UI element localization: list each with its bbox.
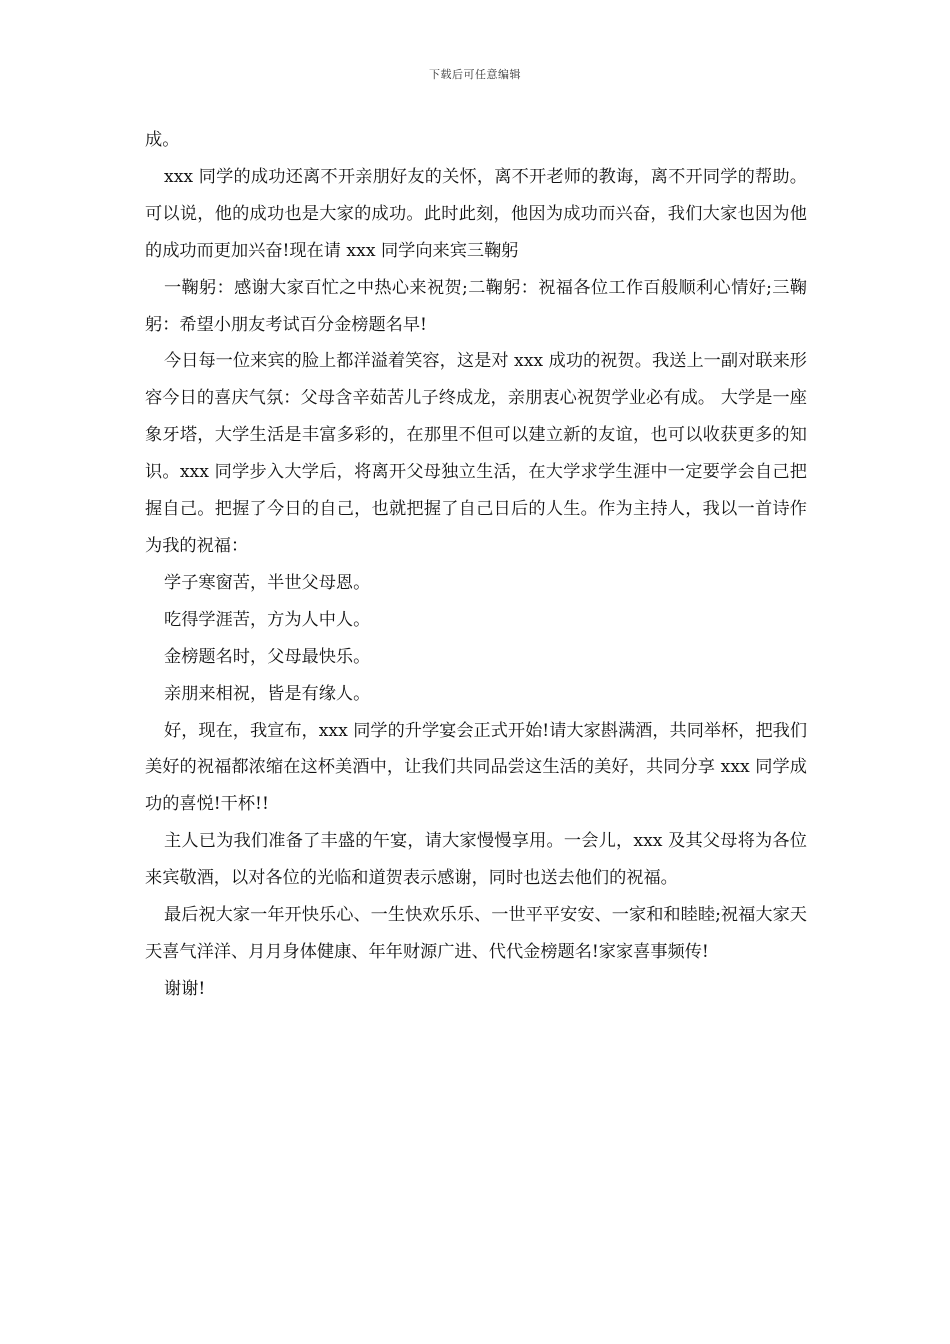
page-header: 下载后可任意编辑 xyxy=(429,68,521,81)
paragraph-11: 最后祝大家一年开快乐心、一生快欢乐乐、一世平平安安、一家和和睦睦;祝福大家天天喜气洋洋、月月身体健康、年年财源广进、代代金榜题名!家家喜事频传! xyxy=(145,905,807,962)
poem-line-2: 吃得学涯苦，方为人中人。 xyxy=(164,609,371,630)
paragraph-1: 成。 xyxy=(145,130,180,150)
document-body xyxy=(145,122,807,1008)
closing-thanks: 谢谢! xyxy=(164,978,206,999)
paragraph-4: 今日每一位来宾的脸上都洋溢着笑容，这是对 xxx 成功的祝贺。我送上一副对联来形容今日的喜庆气氛：父母含辛茹苦儿子终成龙，亲朋衷心祝贺学业必有成。 大学是一座象牙塔，大学生活是丰富多彩的，在那里不但可以建立新的友谊，也可以收获更多的知识。xxx 同学步入大学后，将离开父母独立生活，在大学求学生涯中一定要学会自己把握自己。把握了今日的自己，也就把握了自己日后的人生。作为主持人，我以一首诗作为我的祝福： xyxy=(145,351,807,556)
poem-line-4: 亲朋来相祝，皆是有缘人。 xyxy=(164,683,371,704)
poem-line-3: 金榜题名时，父母最快乐。 xyxy=(164,646,371,667)
paragraph-9: 好，现在，我宣布，xxx 同学的升学宴会正式开始!请大家斟满酒，共同举杯，把我们美好的祝福都浓缩在这杯美酒中，让我们共同品尝这生活的美好，共同分享 xxx 同学成功的喜悦!干杯!! xyxy=(145,720,808,815)
poem-line-1: 学子寒窗苦，半世父母恩。 xyxy=(164,572,371,593)
paragraph-3: 一鞠躬：感谢大家百忙之中热心来祝贺;二鞠躬：祝福各位工作百般顺利心情好;三鞠躬：希望小朋友考试百分金榜题名早! xyxy=(145,277,807,335)
paragraph-10: 主人已为我们准备了丰盛的午宴，请大家慢慢享用。一会儿，xxx 及其父母将为各位来宾敬酒，以对各位的光临和道贺表示感谢，同时也送去他们的祝福。 xyxy=(145,831,807,889)
paragraph-2: xxx 同学的成功还离不开亲朋好友的关怀，离不开老师的教诲，离不开同学的帮助。可以说，他的成功也是大家的成功。此时此刻，他因为成功而兴奋，我们大家也因为他的成功而更加兴奋!现在请 xxx 同学向来宾三鞠躬 xyxy=(145,166,807,261)
